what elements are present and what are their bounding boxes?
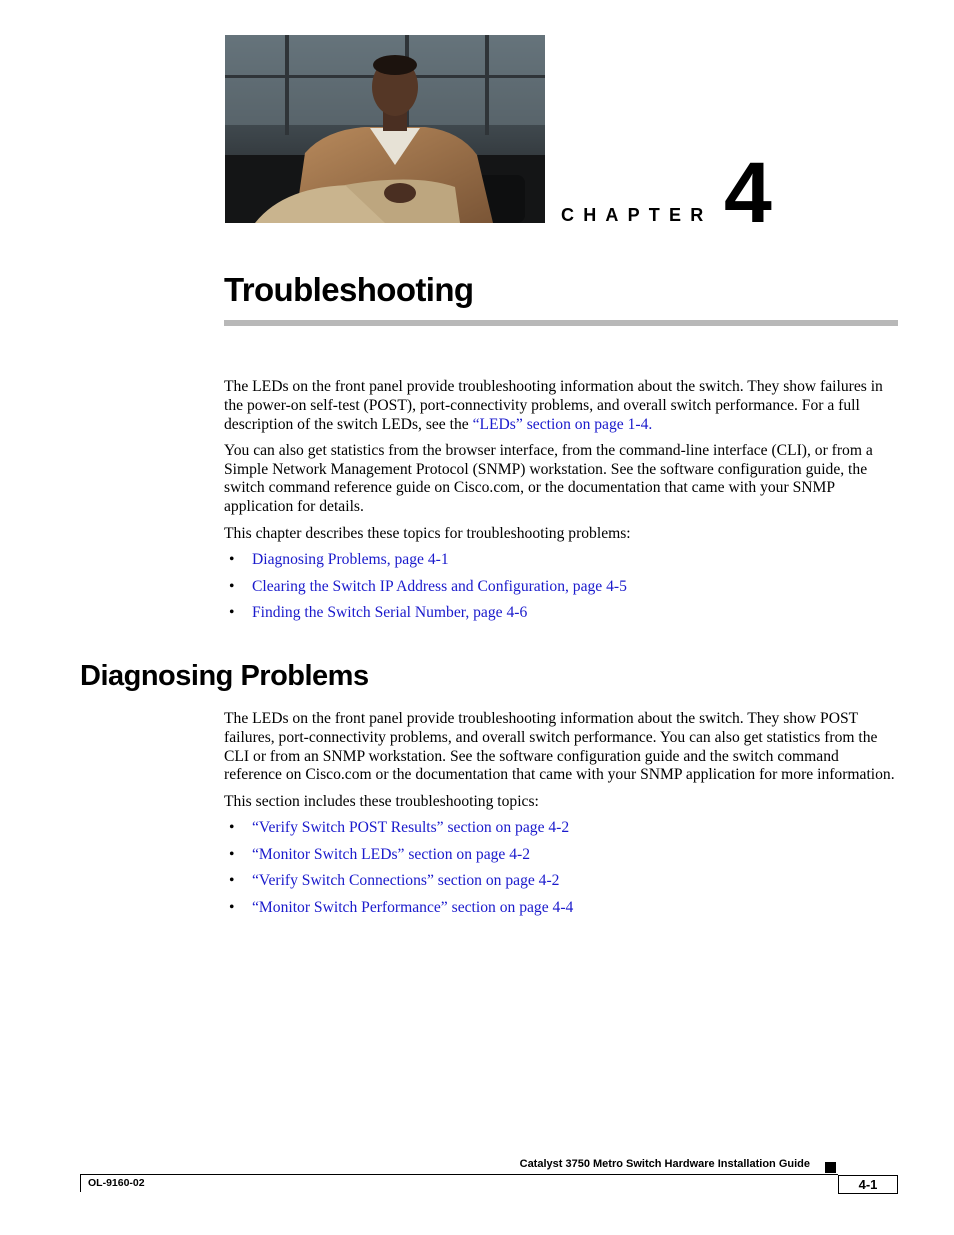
topic-link-serial[interactable]: Finding the Switch Serial Number, page 4-6: [252, 604, 528, 622]
chapter-number: 4: [724, 145, 772, 241]
bullet-icon: •: [229, 604, 235, 622]
section-heading-diagnosing: Diagnosing Problems: [80, 660, 369, 692]
footer-doc-number: OL-9160-02: [88, 1177, 145, 1189]
topic-link-verify-connections[interactable]: “Verify Switch Connections” section on page 4-2: [252, 872, 560, 890]
intro-paragraph-1-text: The LEDs on the front panel provide troubleshooting information about the switch. They show failures in the power-on self-test (POST), port-connectivity problems, and overall switch performance. For a full description of the switch LEDs, see the: [224, 378, 883, 433]
diagnosing-section: [224, 710, 898, 925]
list-item: [224, 819, 898, 846]
topic-link-verify-post[interactable]: “Verify Switch POST Results” section on page 4-2: [252, 819, 570, 837]
diagnosing-paragraph-1: The LEDs on the front panel provide troubleshooting information about the switch. They show POST failures, port-connectivity problems, and overall switch performance. You can also get statistics from the CLI or from an SNMP workstation. See the software configuration guide and the switch command reference on Cisco.com or the documentation that came with your SNMP application for more information.: [224, 710, 895, 784]
bullet-icon: •: [229, 551, 235, 569]
intro-section: [224, 378, 898, 631]
intro-paragraph-3: This chapter describes these topics for troubleshooting problems:: [224, 524, 631, 542]
bullet-icon: •: [229, 898, 235, 916]
bullet-icon: •: [229, 819, 235, 837]
chapter-topics-list: [224, 551, 898, 631]
intro-paragraph-1: [224, 378, 898, 434]
chapter-photo: [225, 35, 545, 223]
chapter-title: Troubleshooting: [224, 271, 474, 308]
list-item: [224, 604, 898, 631]
topic-link-monitor-leds[interactable]: “Monitor Switch LEDs” section on page 4-2: [252, 845, 531, 863]
intro-paragraph-2: You can also get statistics from the browser interface, from the command-line interface (CLI), or from a Simple Network Management Protocol (SNMP) workstation. See the software configuration guide, the switch command reference guide on Cisco.com, or the documentation that came with your SNMP application for details.: [224, 441, 873, 516]
chapter-label: CHAPTER: [561, 205, 713, 225]
topic-link-monitor-performance[interactable]: “Monitor Switch Performance” section on page 4-4: [252, 898, 574, 916]
footer-guide-title: Catalyst 3750 Metro Switch Hardware Installation Guide: [519, 1158, 810, 1170]
list-item: [224, 872, 898, 899]
footer-marker: [825, 1162, 836, 1173]
topic-link-diagnosing[interactable]: Diagnosing Problems, page 4-1: [252, 551, 449, 569]
bullet-icon: •: [229, 577, 235, 595]
topic-link-clearing[interactable]: Clearing the Switch IP Address and Configuration, page 4-5: [252, 577, 627, 595]
list-item: [224, 899, 898, 926]
footer-page-number: 4-1: [838, 1175, 898, 1194]
bullet-icon: •: [229, 845, 235, 863]
diagnosing-topics-list: [224, 819, 898, 925]
intro-paragraph-1-end: .: [648, 415, 653, 433]
bullet-icon: •: [229, 872, 235, 890]
leds-section-link[interactable]: “LEDs” section on page 1-4: [472, 415, 649, 433]
diagnosing-paragraph-2: This section includes these troubleshooting topics:: [224, 792, 539, 810]
footer-rule: [80, 1174, 838, 1175]
list-item: [224, 846, 898, 873]
list-item: [224, 578, 898, 605]
title-rule: [224, 320, 898, 326]
list-item: [224, 551, 898, 578]
footer-left-tick: [80, 1174, 81, 1192]
